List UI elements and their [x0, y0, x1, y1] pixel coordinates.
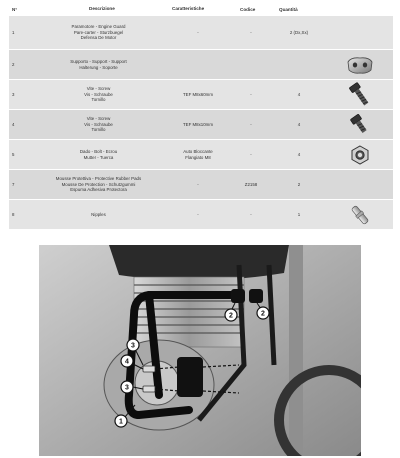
row-code: -: [250, 30, 252, 35]
row-quantity: 1: [297, 212, 301, 217]
row-quantity: 2 (Dx,Sx): [289, 30, 309, 35]
table-row: [9, 199, 393, 229]
row-code: Z2158: [244, 182, 258, 187]
svg-text:3: 3: [125, 384, 129, 392]
row-description: Dado - Bolt - Ecrou Mutter - Tuerca: [79, 149, 118, 160]
row-quantity: 2: [297, 182, 301, 187]
row-code: -: [250, 92, 252, 97]
table-header: [9, 3, 393, 15]
svg-text:2: 2: [261, 310, 265, 318]
header-quantita: Quantità: [279, 6, 298, 12]
row-number: 4: [12, 122, 15, 127]
row-quantity: 4: [297, 152, 301, 157]
row-number: 3: [12, 92, 15, 97]
row-characteristics: -: [197, 29, 199, 35]
table-row: [9, 49, 393, 79]
nut-icon: [326, 140, 393, 169]
table-row: [9, 169, 393, 199]
row-characteristics: TEF M8x60mm: [182, 91, 213, 97]
row-description: Mousse Protettiva - Protective Rubber Pads Mousse De Protection - Schutzgummi Espuma Adhesiva Protectora: [55, 176, 142, 193]
row-code: -: [250, 212, 252, 217]
row-characteristics: -: [197, 181, 199, 187]
table-row: [9, 139, 393, 169]
nipple-icon: [326, 200, 393, 229]
row-description: Paramotore - Engine Guard Pare-carter - Sturzbuegel Defensa De Motor: [71, 24, 126, 41]
row-characteristics: -: [197, 211, 199, 217]
table-row: [9, 15, 393, 49]
row-description: Nipples: [91, 211, 106, 217]
installation-photo: [39, 245, 361, 456]
row-number: 8: [12, 212, 15, 217]
svg-text:4: 4: [125, 358, 129, 366]
svg-text:1: 1: [119, 418, 123, 426]
bracket-icon: [326, 50, 393, 79]
row-number: 7: [12, 182, 15, 187]
row-characteristics: TEF M8x10mm: [182, 121, 213, 127]
row-characteristics: Auto Bloccante Flangiato M8: [183, 149, 213, 160]
screw-icon: [326, 80, 393, 109]
header-descrizione: Descrizione: [89, 6, 115, 12]
row-number: 1: [12, 30, 15, 35]
table-row: [9, 109, 393, 139]
parts-table: [9, 3, 393, 229]
row-code: -: [250, 122, 252, 127]
row-description: Vite - Screw Vis - Schraube Tornillo: [84, 116, 113, 133]
row-code: -: [250, 152, 252, 157]
row-number: 2: [12, 62, 15, 67]
row-number: 5: [12, 152, 15, 157]
header-n: N°: [12, 6, 18, 12]
row-description: Vite - Screw Vis - Schraube Tornillo: [84, 86, 113, 103]
header-caratteristiche: Caratteristiche: [172, 6, 205, 12]
table-row: [9, 79, 393, 109]
screw-icon: [326, 110, 393, 139]
svg-text:2: 2: [229, 312, 233, 320]
header-codice: Codice: [240, 6, 256, 12]
row-quantity: 4: [297, 92, 301, 97]
row-quantity: 4: [297, 122, 301, 127]
row-description: Supporto - Support - Support Halterung - Soporte: [70, 59, 127, 70]
svg-text:3: 3: [131, 342, 135, 350]
